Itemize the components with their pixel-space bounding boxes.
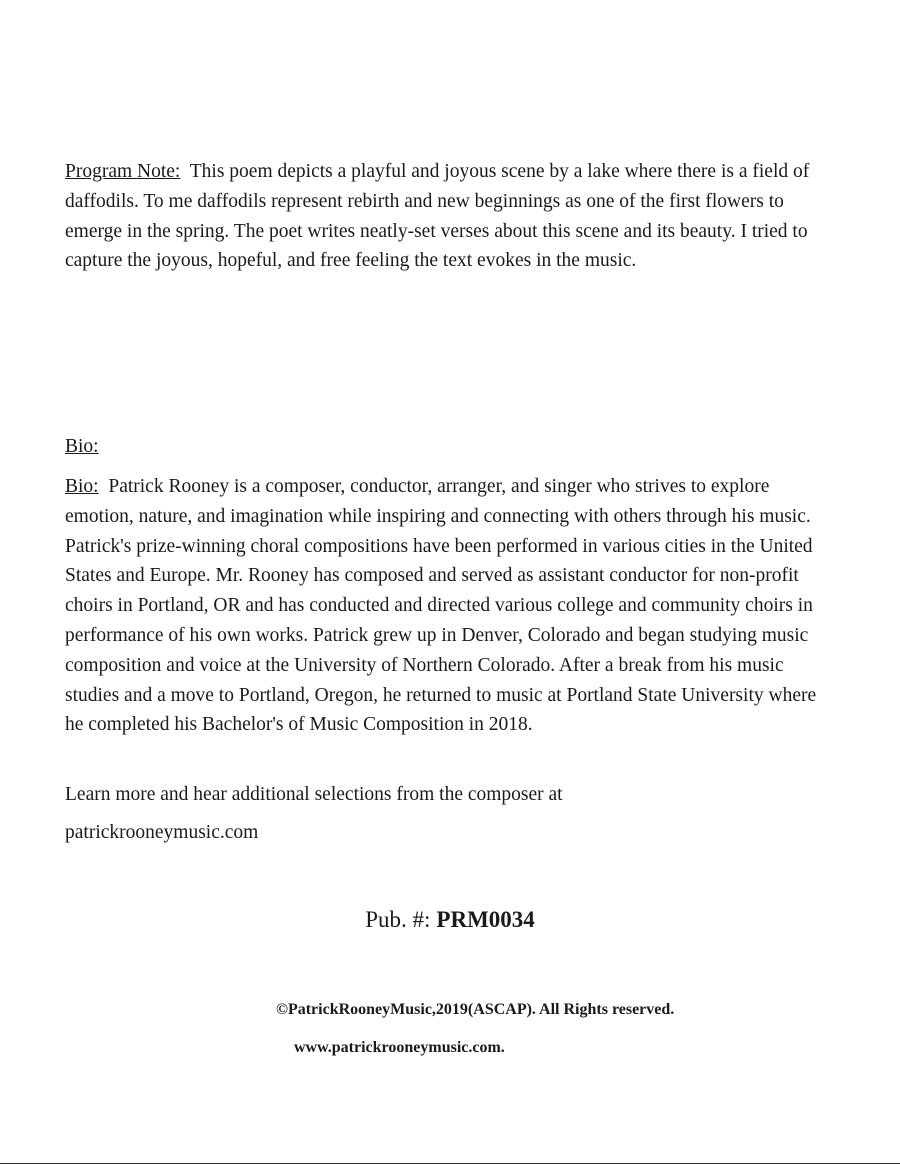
- publication-code: PRM0034: [436, 907, 535, 932]
- bio-label: Bio:: [65, 476, 99, 497]
- composer-website-link[interactable]: patrickrooneymusic.com: [65, 822, 259, 843]
- program-note-paragraph: [65, 157, 830, 276]
- publication-label: Pub. #:: [365, 907, 431, 932]
- bio-heading-label: Bio:: [65, 436, 99, 457]
- bio-text: Patrick Rooney is a composer, conductor, arranger, and singer who strives to explore emotion, nature, and imagination while inspiring and connecting with others through his music. Patrick's prize-winning choral compositions have been performed in various cities in the United States and Europe. Mr. Rooney has composed and served as assistant conductor for non-profit choirs in Portland, OR and has conducted and directed various college and community choirs in performance of his own works. Patrick grew up in Denver, Colorado and began studying music composition and voice at the University of Northern Colorado. After a break from his music studies and a move to Portland, Oregon, he returned to music at Portland State University where he completed his Bachelor's of Music Composition in 2018.: [65, 476, 817, 736]
- footer-website[interactable]: www.patrickrooneymusic.com.: [294, 1039, 505, 1056]
- learn-more-text: Learn more and hear additional selections from the composer at: [65, 784, 563, 805]
- bio-heading: [65, 432, 830, 462]
- copyright-notice: ©PatrickRooneyMusic,2019(ASCAP). All Rights reserved.: [276, 1001, 675, 1018]
- publication-number: [0, 905, 900, 935]
- program-note-text: This poem depicts a playful and joyous scene by a lake where there is a field of daffodils. To me daffodils represent rebirth and new beginnings as one of the first flowers to emerge in the spring. The poet writes neatly-set verses about this scene and its beauty. I tried to capture the joyous, hopeful, and free feeling the text evokes in the music.: [65, 161, 810, 272]
- bio-paragraph: [65, 472, 830, 740]
- program-note-label: Program Note:: [65, 161, 181, 182]
